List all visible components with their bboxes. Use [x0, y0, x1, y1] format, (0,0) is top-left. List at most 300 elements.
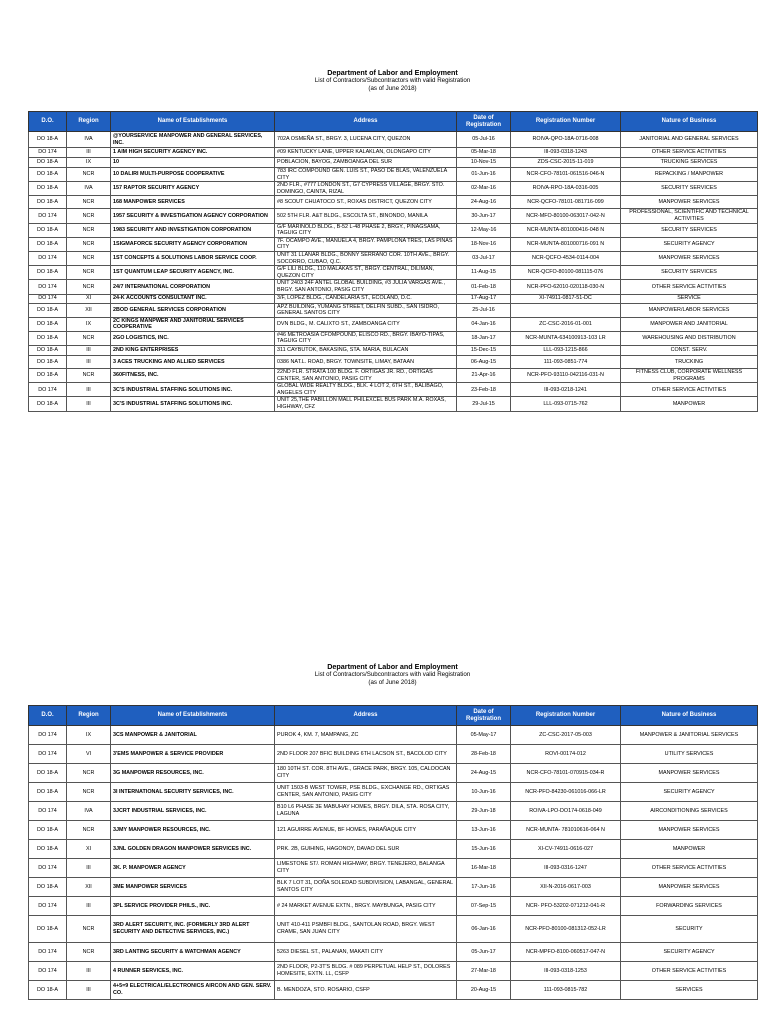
registration-date-cell: 03-Jul-17 [457, 251, 511, 265]
nature-of-business-cell: MANPOWER/LABOR SERVICES [621, 303, 758, 317]
address-cell: #8 SCOUT CHUATOCO ST., ROXAS DISTRICT, QUEZON CITY [275, 196, 457, 209]
do-cell: DO 174 [29, 209, 67, 223]
registration-date-cell: 30-Jun-17 [457, 209, 511, 223]
establishment-name-cell: 3CS MANPOWER & JANITORIAL [111, 726, 275, 745]
region-cell: NCR [67, 223, 111, 237]
nature-of-business-cell: OTHER SERVICE ACTIVITIES [621, 859, 758, 878]
establishment-name-cell: 3C'S INDUSTRIAL STAFFING SOLUTIONS INC. [111, 383, 275, 397]
region-cell: NCR [67, 266, 111, 280]
contractors-table [28, 111, 758, 412]
do-cell: DO 18-A [29, 783, 67, 802]
address-cell: 311 CAYBUTOK, BAKASING, STA. MARIA, BULACAN [275, 346, 457, 356]
registration-date-cell: 28-Feb-18 [457, 745, 511, 764]
table-row [29, 237, 758, 251]
region-cell: III [67, 981, 111, 1000]
do-cell: DO 174 [29, 280, 67, 294]
address-cell: APZ BUILDING, YUMANG STREET, DELFIN SUBD., SAN ISIDRO, GENERAL SANTOS CITY [275, 303, 457, 317]
address-cell: BLK 7 LOT 31, DOÑA SOLEDAD SUBDIVISION, LABANGAL, GENERAL SANTOS CITY [275, 878, 457, 897]
table-row [29, 897, 758, 916]
address-cell: B10 L6 PHASE 3E MABUHAY HOMES, BRGY. DILA, STA. ROSA CITY, LAGUNA [275, 802, 457, 821]
region-cell: VI [67, 745, 111, 764]
region-cell: XII [67, 303, 111, 317]
nature-of-business-cell: MANPOWER SERVICES [621, 878, 758, 897]
region-cell: NCR [67, 916, 111, 943]
table-row [29, 182, 758, 196]
establishment-name-cell: 2C KINGS MANPWER AND JANITORIAL SERVICES COOPERATIVE [111, 317, 275, 331]
do-cell: DO 18-A [29, 317, 67, 331]
registration-date-cell: 05-May-17 [457, 726, 511, 745]
table-row [29, 783, 758, 802]
region-cell: IX [67, 317, 111, 331]
table-row [29, 802, 758, 821]
nature-of-business-cell: MANPOWER AND JANITORIAL [621, 317, 758, 331]
establishment-name-cell: @YOURSERVICE MANPOWER AND GENERAL SERVICES, INC. [111, 132, 275, 148]
nature-of-business-cell: JANITORIAL AND GENERAL SERVICES [621, 132, 758, 148]
establishment-name-cell: 1ST QUANTUM LEAP SECURITY AGENCY, INC. [111, 266, 275, 280]
registration-number-cell: III-093-0218-1241 [511, 383, 621, 397]
do-cell: DO 18-A [29, 223, 67, 237]
table-row [29, 981, 758, 1000]
establishment-name-cell: 24/7 INTERNATIONAL CORPORATION [111, 280, 275, 294]
registration-number-cell: ROIVA-QPO-18A-0716-008 [511, 132, 621, 148]
registration-date-cell: 23-Feb-18 [457, 383, 511, 397]
establishment-name-cell: 3JNL GOLDEN DRAGON MANPOWER SERVICES INC. [111, 840, 275, 859]
do-cell: DO 18-A [29, 132, 67, 148]
do-cell: DO 18-A [29, 266, 67, 280]
do-cell: DO 18-A [29, 331, 67, 345]
establishment-name-cell: 2ND KING ENTERPRISES [111, 346, 275, 356]
header-do: D.O. [29, 112, 67, 132]
address-cell: 3/F, LOPEZ BLDG., CANDELARIA ST., ECOLAND, D.C. [275, 294, 457, 303]
registration-date-cell: 29-Jun-18 [457, 802, 511, 821]
establishment-name-cell: 10 [111, 158, 275, 168]
region-cell: IX [67, 158, 111, 168]
registration-number-cell: NCR-QCFO-4534-0114-004 [511, 251, 621, 265]
establishment-name-cell: 360FITNESS, INC. [111, 369, 275, 383]
region-cell: NCR [67, 237, 111, 251]
region-cell: NCR [67, 821, 111, 840]
establishment-name-cell: 24-K ACCOUNTS CONSULTANT INC. [111, 294, 275, 303]
address-cell: DVN BLDG., M. CALIXTO ST., ZAMBOANGA CITY [275, 317, 457, 331]
establishment-name-cell: 10 DALIRI MULTI-PURPOSE COOPERATIVE [111, 168, 275, 182]
table-row [29, 346, 758, 356]
registration-number-cell: NCR-PFO-93110-042116-031-N [511, 369, 621, 383]
nature-of-business-cell: MANPOWER [621, 840, 758, 859]
nature-of-business-cell: PROFESSIONAL, SCIENTIFIC AND TECHNICAL ACTIVITIES [621, 209, 758, 223]
region-cell: NCR [67, 331, 111, 345]
nature-of-business-cell: TRUCKING [621, 356, 758, 369]
address-cell: 2ND FLOOR, P2-3T'S BLDG. # 089 PERPETUAL HELP ST., DOLORES HOMESITE, EXTN. LL, CSFP [275, 962, 457, 981]
table-row [29, 962, 758, 981]
registration-number-cell: NCR-PFO-62010-020118-030-N [511, 280, 621, 294]
document-header [28, 662, 757, 687]
registration-date-cell: 10-Jun-16 [457, 783, 511, 802]
region-cell: XII [67, 878, 111, 897]
establishment-name-cell: 4+5=9 ELECTRICAL/ELECTRONICS AIRCON AND GEN. SERV. CO. [111, 981, 275, 1000]
registration-date-cell: 05-Jun-17 [457, 943, 511, 962]
address-cell: 702A OSMEÑA ST., BRGY. 3, LUCENA CITY, QUEZON [275, 132, 457, 148]
do-cell: DO 174 [29, 943, 67, 962]
do-cell: DO 18-A [29, 840, 67, 859]
address-cell: #09 KENTUCKY LANE, UPPER KALAKLAN, OLONGAPO CITY [275, 148, 457, 158]
registration-date-cell: 11-Aug-15 [457, 266, 511, 280]
region-cell: NCR [67, 764, 111, 783]
address-cell: 2ND FLOOR 207 BFIC BUILDING 6TH LACSON ST., BACOLOD CITY [275, 745, 457, 764]
address-cell: 502 5TH FLR. A&T BLDG., ESCOLTA ST., BINONDO, MANILA [275, 209, 457, 223]
registration-date-cell: 24-Aug-15 [457, 764, 511, 783]
nature-of-business-cell: REPACKING / MANPOWER [621, 168, 758, 182]
address-cell: POBLACION, BAYOG, ZAMBOANGA DEL SUR [275, 158, 457, 168]
document-subtitle: List of Contractors/Subcontractors with valid Registration [314, 77, 471, 84]
table-row [29, 764, 758, 783]
establishment-name-cell: 1SIGMAFORCE SECURITY AGENCY CORPORATION [111, 237, 275, 251]
registration-date-cell: 13-Jun-16 [457, 821, 511, 840]
establishment-name-cell: 3JCRT INDUSTRIAL SERVICES, INC. [111, 802, 275, 821]
registration-number-cell: NCR-MPFO-8100-060517-047-N [511, 943, 621, 962]
registration-date-cell: 17-Jun-16 [457, 878, 511, 897]
header-establishment: Name of Establishments [111, 112, 275, 132]
region-cell: NCR [67, 196, 111, 209]
nature-of-business-cell: SERVICES [621, 981, 758, 1000]
registration-number-cell: NCR-CFO-78101-070915-034-R [511, 764, 621, 783]
establishment-name-cell: 3I INTERNATIONAL SECURITY SERVICES, INC. [111, 783, 275, 802]
region-cell: III [67, 148, 111, 158]
nature-of-business-cell: OTHER SERVICE ACTIVITIES [621, 280, 758, 294]
establishment-name-cell: 4 RUNNER SERVICES, INC. [111, 962, 275, 981]
do-cell: DO 18-A [29, 182, 67, 196]
registration-number-cell [511, 303, 621, 317]
region-cell: III [67, 383, 111, 397]
registration-date-cell: 15-Dec-15 [457, 346, 511, 356]
do-cell: DO 174 [29, 962, 67, 981]
header-nature: Nature of Business [621, 706, 758, 726]
table-row [29, 821, 758, 840]
registration-number-cell: NCR-PFO-84230-061016-066-LR [511, 783, 621, 802]
registration-date-cell: 06-Aug-15 [457, 356, 511, 369]
header-nature: Nature of Business [621, 112, 758, 132]
establishment-name-cell: 1983 SECURITY AND INVESTIGATION CORPORATION [111, 223, 275, 237]
do-cell: DO 174 [29, 294, 67, 303]
nature-of-business-cell: OTHER SERVICE ACTIVITIES [621, 962, 758, 981]
nature-of-business-cell: TRUCKING SERVICES [621, 158, 758, 168]
registration-date-cell: 16-Mar-18 [457, 859, 511, 878]
do-cell: DO 18-A [29, 356, 67, 369]
nature-of-business-cell: CONST. SERV. [621, 346, 758, 356]
address-cell: 22ND FLR. STRATA 100 BLDG. F. ORTIGAS JR. RD., ORTIGAS CENTER, SAN ANTONIO, PASIG CITY [275, 369, 457, 383]
region-cell: XI [67, 294, 111, 303]
table-row [29, 168, 758, 182]
region-cell: III [67, 346, 111, 356]
registration-date-cell: 02-Mar-16 [457, 182, 511, 196]
registration-number-cell: NCR-MUNTA- 781010616-064 N [511, 821, 621, 840]
establishment-name-cell: 3ME MANPOWER SERVICES [111, 878, 275, 897]
registration-number-cell: NCR-MFO-80100-063017-042-N [511, 209, 621, 223]
establishment-name-cell: 3 ACES TRUCKING AND ALLIED SERVICES [111, 356, 275, 369]
table-row [29, 223, 758, 237]
registration-number-cell: NCR- PFO-53202-071212-041-R [511, 897, 621, 916]
address-cell: UNIT 2403 24F ANTEL GLOBAL BUILDING, #3 JULIA VARGAS AVE., BRGY. SAN ANTONIO, PASIG CITY [275, 280, 457, 294]
do-cell: DO 18-A [29, 916, 67, 943]
registration-date-cell: 12-May-16 [457, 223, 511, 237]
establishment-name-cell: 3'EMS MANPOWER & SERVICE PROVIDER [111, 745, 275, 764]
table-row [29, 158, 758, 168]
table-header-row [29, 112, 758, 132]
nature-of-business-cell: MANPOWER SERVICES [621, 821, 758, 840]
table-row [29, 356, 758, 369]
address-cell: G/F MARINOLD BLDG., B-52 L-48 PHASE 2, BRGY., PINAGSAMA, TAGUIG CITY [275, 223, 457, 237]
address-cell: 783 IRC COMPOUND GEN. LUIS ST., PASO DE BLAS, VALENZUELA CITY [275, 168, 457, 182]
page-section-2 [28, 662, 757, 1000]
establishment-name-cell: 1ST CONCEPTS & SOLUTIONS LABOR SERVICE COOP. [111, 251, 275, 265]
nature-of-business-cell: MANPOWER SERVICES [621, 764, 758, 783]
address-cell: 180 10TH ST. COR. 8TH AVE., GRACE PARK, BRGY. 105, CALOOCAN CITY [275, 764, 457, 783]
region-cell: NCR [67, 943, 111, 962]
address-cell: 2ND FLR., #777 LONDON ST., G7 CYPRESS VILLAGE, BRGY. STO. DOMINGO, CAINTA, RIZAL [275, 182, 457, 196]
registration-date-cell: 24-Aug-16 [457, 196, 511, 209]
registration-date-cell: 15-Jun-16 [457, 840, 511, 859]
table-row [29, 331, 758, 345]
do-cell: DO 18-A [29, 764, 67, 783]
document-subtitle: List of Contractors/Subcontractors with valid Registration [314, 671, 471, 678]
nature-of-business-cell: SECURITY AGENCY [621, 943, 758, 962]
registration-number-cell: ZC-CSC-2016-01-001 [511, 317, 621, 331]
registration-date-cell: 20-Aug-15 [457, 981, 511, 1000]
address-cell: G/F LILI BLDG., 110 MALAKAS ST., BRGY. CENTRAL, DILIMAN, QUEZON CITY [275, 266, 457, 280]
establishment-name-cell: 3K. P. MANPOWER AGENCY [111, 859, 275, 878]
nature-of-business-cell: FORWARDING SERVICES [621, 897, 758, 916]
header-reg-number: Registration Number [511, 706, 621, 726]
do-cell: DO 18-A [29, 369, 67, 383]
nature-of-business-cell: MANPOWER [621, 397, 758, 411]
do-cell: DO 174 [29, 897, 67, 916]
do-cell: DO 18-A [29, 397, 67, 411]
table-row [29, 383, 758, 397]
nature-of-business-cell: WAREHOUSING AND DISTRIBUTION [621, 331, 758, 345]
registration-date-cell: 04-Jan-16 [457, 317, 511, 331]
region-cell: NCR [67, 369, 111, 383]
do-cell: DO 18-A [29, 196, 67, 209]
page-section-1 [28, 68, 757, 412]
address-cell: UNIT 31 LLANAR BLDG., BONNY SERRANO COR. 10TH AVE., BRGY. SOCORRO, CUBAO, Q.C. [275, 251, 457, 265]
establishment-name-cell: 168 MANPOWER SERVICES [111, 196, 275, 209]
header-establishment: Name of Establishments [111, 706, 275, 726]
address-cell: UNIT 1503-B WEST TOWER, PSE BLDG., EXCHANGE RD., ORTIGAS CENTER, SAN ANTONIO, PASIG CITY [275, 783, 457, 802]
registration-number-cell: NCR-CFO-78101-061516-046-N [511, 168, 621, 182]
registration-date-cell: 18-Jan-17 [457, 331, 511, 345]
registration-number-cell: 111-093-0815-782 [511, 981, 621, 1000]
do-cell: DO 174 [29, 726, 67, 745]
establishment-name-cell: 1 AIM HIGH SECURITY AGENCY INC. [111, 148, 275, 158]
establishment-name-cell: 3RD LANTING SECURITY & WATCHMAN AGENCY [111, 943, 275, 962]
header-date: Date of Registration [457, 706, 511, 726]
table-row [29, 280, 758, 294]
registration-date-cell: 06-Jan-16 [457, 916, 511, 943]
document-title: Department of Labor and Employment [327, 68, 458, 77]
registration-date-cell: 07-Sep-15 [457, 897, 511, 916]
region-cell: NCR [67, 280, 111, 294]
region-cell: NCR [67, 168, 111, 182]
document-header [28, 68, 757, 93]
header-reg-number: Registration Number [511, 112, 621, 132]
nature-of-business-cell: SECURITY SERVICES [621, 266, 758, 280]
registration-number-cell: III-093-0318-1253 [511, 962, 621, 981]
table-row [29, 943, 758, 962]
do-cell: DO 18-A [29, 878, 67, 897]
document-date: (as of June 2018) [368, 679, 417, 686]
region-cell: IVA [67, 132, 111, 148]
do-cell: DO 174 [29, 802, 67, 821]
nature-of-business-cell: SECURITY AGENCY [621, 783, 758, 802]
document-date: (as of June 2018) [368, 85, 417, 92]
registration-number-cell: 111-093-0851-774 [511, 356, 621, 369]
nature-of-business-cell: SECURITY SERVICES [621, 223, 758, 237]
region-cell: III [67, 897, 111, 916]
registration-date-cell: 05-Mar-18 [457, 148, 511, 158]
table-row [29, 132, 758, 148]
registration-number-cell: LLL-093-1215-866 [511, 346, 621, 356]
nature-of-business-cell: SECURITY SERVICES [621, 182, 758, 196]
nature-of-business-cell: SECURITY AGENCY [621, 237, 758, 251]
table-row [29, 209, 758, 223]
establishment-name-cell: 2GO LOGISTICS, INC. [111, 331, 275, 345]
registration-number-cell: ROIVA-RPO-18A-0316-005 [511, 182, 621, 196]
nature-of-business-cell: FITNESS CLUB, CORPORATE WELLNESS PROGRAMS [621, 369, 758, 383]
registration-date-cell: 05-Jul-16 [457, 132, 511, 148]
address-cell: UNIT 410-411 PSMBFI BLDG., SANTOLAN ROAD, BRGY. WEST CRAME, SAN JUAN CITY [275, 916, 457, 943]
address-cell: 5263 DIESEL ST., PALANAN, MAKATI CITY [275, 943, 457, 962]
establishment-name-cell: 3G MANPOWER RESOURCES, INC. [111, 764, 275, 783]
address-cell: 7F. OCAMPO AVE., MANUELA 4, BRGY. PAMPLONA TRES, LAS PIÑAS CITY [275, 237, 457, 251]
header-address: Address [275, 706, 457, 726]
address-cell: 121 AGUIRRE AVENUE, BF HOMES, PARAÑAQUE CITY [275, 821, 457, 840]
region-cell: NCR [67, 783, 111, 802]
header-do: D.O. [29, 706, 67, 726]
registration-number-cell: III-093-0316-1247 [511, 859, 621, 878]
registration-number-cell: NCR-MUNTA-634100913-103 LR [511, 331, 621, 345]
registration-date-cell: 21-Apr-16 [457, 369, 511, 383]
table-row [29, 317, 758, 331]
region-cell: III [67, 356, 111, 369]
address-cell: #46 METROASIA CFOMPOUND, ELISCO RD., BRGY. IBAYO-TIPAS, TAGUIG CITY [275, 331, 457, 345]
registration-number-cell: NCR-PFO-80100-081312-052-LR [511, 916, 621, 943]
do-cell: DO 174 [29, 745, 67, 764]
table-row [29, 251, 758, 265]
registration-number-cell: III-093-0318-1243 [511, 148, 621, 158]
table-row [29, 266, 758, 280]
table-row [29, 303, 758, 317]
region-cell: XI [67, 840, 111, 859]
table-row [29, 196, 758, 209]
address-cell: # 24 MARKET AVENUE EXTN., BRGY. MAYBUNGA, PASIG CITY [275, 897, 457, 916]
establishment-name-cell: 2BOD GENERAL SERVICES CORPORATION [111, 303, 275, 317]
document-title: Department of Labor and Employment [327, 662, 458, 671]
region-cell: III [67, 962, 111, 981]
establishment-name-cell: 3C'S INDUSTRIAL STAFFING SOLUTIONS INC. [111, 397, 275, 411]
nature-of-business-cell: MANPOWER SERVICES [621, 251, 758, 265]
registration-date-cell: 01-Jun-16 [457, 168, 511, 182]
address-cell: 0386 NAT.L. ROAD, BRGY. TOWNSITE, LIMAY, BATAAN [275, 356, 457, 369]
nature-of-business-cell: AIRCONDITIONING SERVICES [621, 802, 758, 821]
table-row [29, 726, 758, 745]
do-cell: DO 174 [29, 383, 67, 397]
table-row [29, 397, 758, 411]
header-date: Date of Registration [457, 112, 511, 132]
establishment-name-cell: 157 RAPTOR SECURITY AGENCY [111, 182, 275, 196]
registration-number-cell: NCR-MUNTA-801000716-091 N [511, 237, 621, 251]
address-cell: UNIT 25,THE PABILLON MALL PHILEXCEL BUS PARK M.A. ROXAS, HIGHWAY, CFZ [275, 397, 457, 411]
do-cell: DO 174 [29, 859, 67, 878]
registration-date-cell: 25-Jul-16 [457, 303, 511, 317]
address-cell: PUROK 4, KM. 7, MAMPANG, ZC [275, 726, 457, 745]
registration-number-cell: ROVI-00174-012 [511, 745, 621, 764]
nature-of-business-cell: SERVICE [621, 294, 758, 303]
nature-of-business-cell: UTILITY SERVICES [621, 745, 758, 764]
region-cell: NCR [67, 209, 111, 223]
do-cell: DO 18-A [29, 981, 67, 1000]
registration-date-cell: 10-Nov-15 [457, 158, 511, 168]
registration-number-cell: ROIVA-LPO-DO174-0618-049 [511, 802, 621, 821]
do-cell: DO 18-A [29, 158, 67, 168]
region-cell: IX [67, 726, 111, 745]
address-cell: B. MENDOZA, STO. ROSARIO, CSFP [275, 981, 457, 1000]
table-row [29, 745, 758, 764]
registration-number-cell: XI-74911-0817-51-DC [511, 294, 621, 303]
table-row [29, 148, 758, 158]
do-cell: DO 174 [29, 251, 67, 265]
table-row [29, 916, 758, 943]
establishment-name-cell: 3PL SERVICE PROVIDER PHILS., INC. [111, 897, 275, 916]
nature-of-business-cell: OTHER SERVICE ACTIVITIES [621, 148, 758, 158]
establishment-name-cell: 3RD ALERT SECURITY, INC. (FORMERLY 3RD ALERT SECURITY AND DETECTIVE SERVICES, INC.) [111, 916, 275, 943]
table-row [29, 294, 758, 303]
nature-of-business-cell: OTHER SERVICE ACTIVITIES [621, 383, 758, 397]
table-row [29, 859, 758, 878]
do-cell: DO 18-A [29, 237, 67, 251]
contractors-table [28, 705, 758, 1000]
establishment-name-cell: 3JMY MANPOWER RESOURCES, INC. [111, 821, 275, 840]
header-region: Region [67, 112, 111, 132]
registration-number-cell: XII-N-2016-0617-003 [511, 878, 621, 897]
do-cell: DO 174 [29, 148, 67, 158]
header-address: Address [275, 112, 457, 132]
registration-number-cell: LLL-093-0715-762 [511, 397, 621, 411]
establishment-name-cell: 1957 SECURITY & INVESTIGATION AGENCY CORPORATION [111, 209, 275, 223]
registration-date-cell: 18-Nov-16 [457, 237, 511, 251]
registration-number-cell: ZC-CSC-2017-05-003 [511, 726, 621, 745]
table-header-row [29, 706, 758, 726]
do-cell: DO 18-A [29, 821, 67, 840]
table-row [29, 369, 758, 383]
do-cell: DO 18-A [29, 346, 67, 356]
registration-date-cell: 17-Aug-17 [457, 294, 511, 303]
do-cell: DO 18-A [29, 168, 67, 182]
region-cell: III [67, 397, 111, 411]
region-cell: IVA [67, 802, 111, 821]
region-cell: III [67, 859, 111, 878]
table-row [29, 878, 758, 897]
address-cell: GLOBAL WIDE REALTY BLDG., BLK. 4 LOT 2, 6TH ST., BALIBAGO, ANGELES CITY [275, 383, 457, 397]
registration-number-cell: ZDS-CSC-2015-11-019 [511, 158, 621, 168]
table-row [29, 840, 758, 859]
registration-date-cell: 01-Feb-18 [457, 280, 511, 294]
registration-number-cell: NCR-QCFO-80100-081115-076 [511, 266, 621, 280]
header-region: Region [67, 706, 111, 726]
address-cell: PRK. 2B, GUIHING, HAGONOY, DAVAO DEL SUR [275, 840, 457, 859]
registration-number-cell: XI-CV-74911-0616-027 [511, 840, 621, 859]
registration-date-cell: 27-Mar-18 [457, 962, 511, 981]
region-cell: IVA [67, 182, 111, 196]
registration-date-cell: 29-Jul-15 [457, 397, 511, 411]
